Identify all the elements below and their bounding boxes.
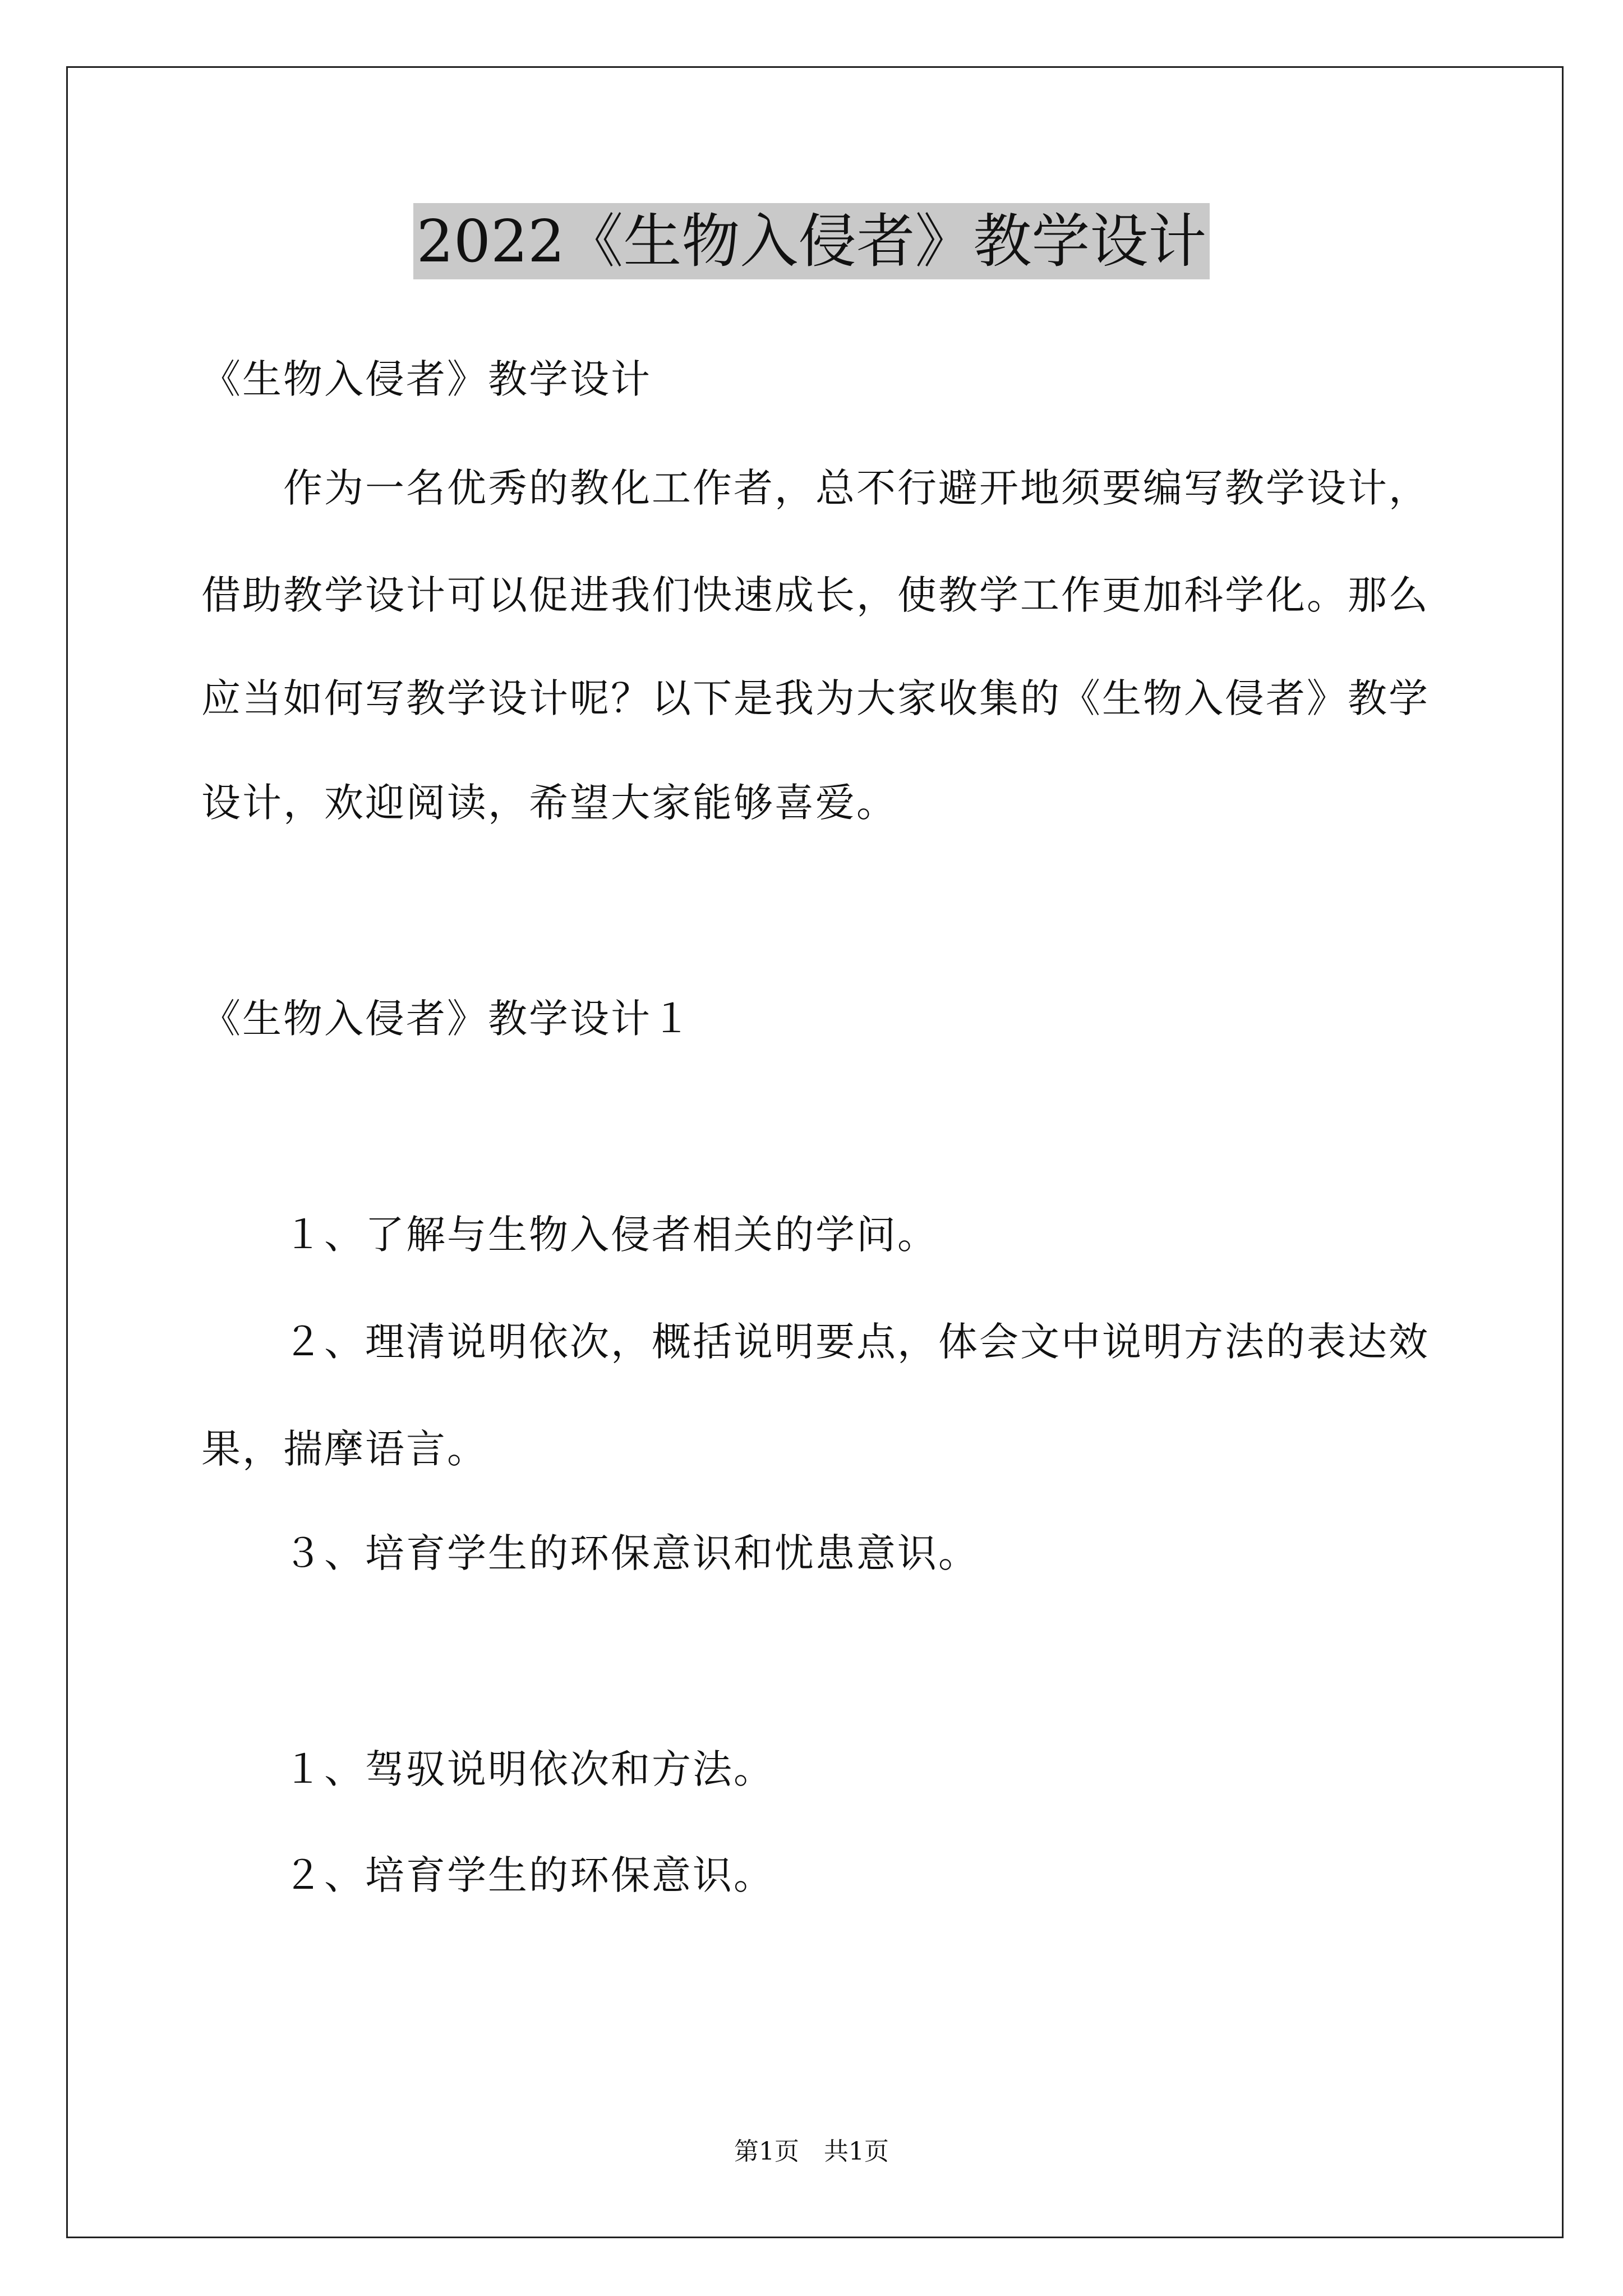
- title-container: [0, 203, 1623, 279]
- intro-paragraph-line: 设计，欢迎阅读，希望大家能够喜爱。: [201, 780, 897, 826]
- page-footer: 第1页 共1页: [734, 2137, 889, 2166]
- section-heading: 《生物入侵者》教学设计１: [201, 996, 693, 1042]
- objective-item: １、了解与生物入侵者相关的学问。: [283, 1212, 938, 1258]
- intro-paragraph-line: 借助教学设计可以促进我们快速成长，使教学工作更加科学化。那么: [201, 572, 1430, 618]
- objective-item: ３、培育学生的环保意识和忧患意识。: [283, 1530, 979, 1576]
- document-title: 2022《生物入侵者》教学设计: [413, 203, 1210, 279]
- intro-paragraph-line: 应当如何写教学设计呢？以下是我为大家收集的《生物入侵者》教学: [201, 675, 1430, 721]
- objective-item-continued: 果，揣摩语言。: [201, 1426, 488, 1472]
- intro-heading: 《生物入侵者》教学设计: [201, 356, 652, 402]
- objective-item: ２、理清说明依次，概括说明要点，体会文中说明方法的表达效: [283, 1319, 1430, 1365]
- key-point-item: １、驾驭说明依次和方法。: [283, 1746, 774, 1792]
- intro-paragraph-line: 作为一名优秀的教化工作者，总不行避开地须要编写教学设计，: [283, 465, 1430, 511]
- key-point-item: ２、培育学生的环保意识。: [283, 1852, 774, 1898]
